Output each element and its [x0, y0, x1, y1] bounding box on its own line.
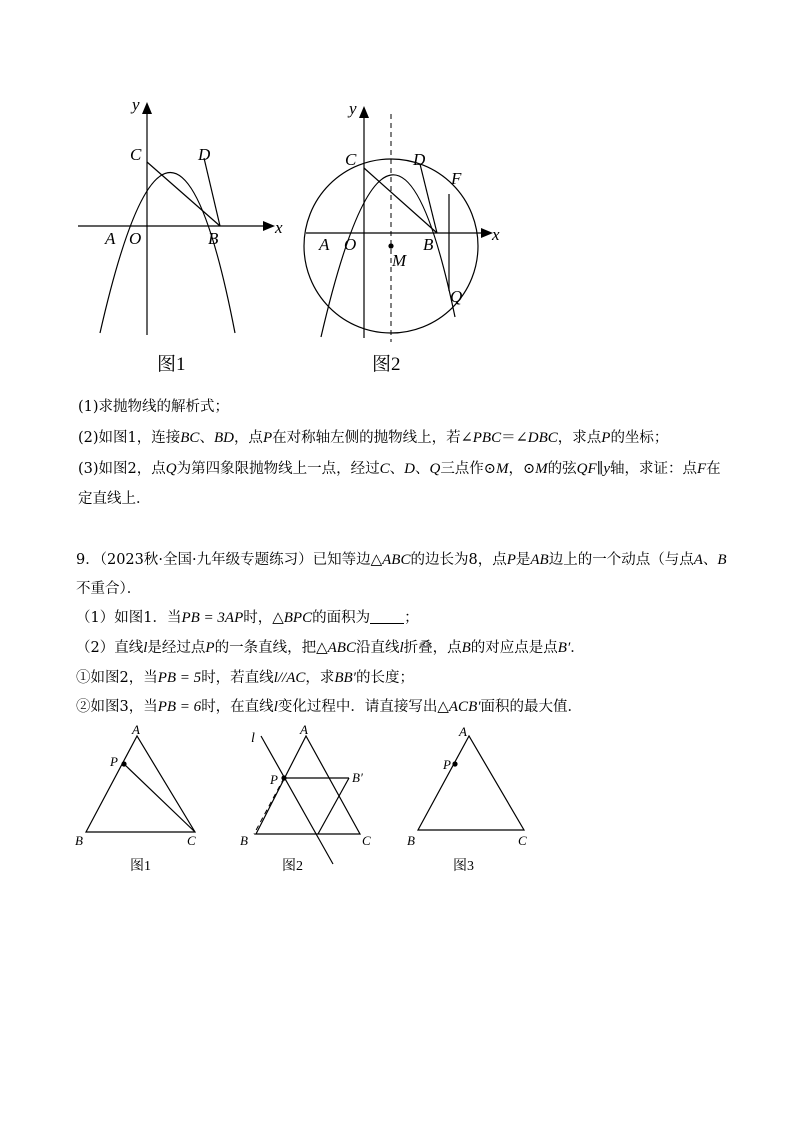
label-b: B	[407, 833, 415, 848]
label-d: D	[198, 145, 211, 164]
label-a: A	[300, 724, 308, 737]
figure-2-caption: 图2	[372, 354, 401, 375]
label-x: x	[492, 225, 500, 244]
q8-part-3-cont: 定直线上．	[78, 491, 151, 507]
q9-stem-cont: 不重合）．	[76, 581, 142, 597]
label-a: A	[132, 724, 140, 737]
label-p: P	[443, 757, 451, 772]
parabola	[321, 175, 455, 337]
bottom-figures	[70, 724, 540, 884]
label-p: P	[270, 772, 278, 787]
label-c: C	[130, 145, 142, 164]
triangle-figure-2	[240, 724, 371, 874]
segment-cb	[147, 162, 220, 226]
segment-db	[420, 164, 437, 233]
label-b-prime: B′	[352, 770, 363, 785]
label-b: B	[75, 833, 83, 848]
label-m: M	[392, 251, 407, 270]
x-axis-arrow-icon	[263, 221, 275, 231]
label-f: F	[451, 169, 462, 188]
y-axis-arrow-icon	[359, 106, 369, 118]
label-o: O	[129, 229, 142, 248]
point-p-dot	[281, 775, 286, 780]
figure-1-parabola	[78, 95, 283, 375]
segment-cb	[364, 168, 437, 233]
label-b: B	[208, 229, 219, 248]
q8-part-1: (1)求抛物线的解析式；	[78, 399, 230, 415]
label-b: B	[240, 833, 248, 848]
q9-part-2-2: ②如图3，当PB = 6时，在直线l变化过程中．请直接写出△ACB′面积的最大值．	[76, 699, 583, 715]
top-figures	[70, 90, 510, 380]
label-d: D	[413, 150, 426, 169]
label-a: A	[105, 229, 116, 248]
label-c: C	[362, 833, 371, 848]
center-m-dot	[388, 243, 393, 248]
q8-part-3: (3)如图2，点Q为第四象限抛物线上一点，经过C、D、Q三点作⊙M，⊙M的弦QF∥y轴，求证：点F在	[78, 461, 721, 477]
label-x: x	[275, 218, 283, 237]
label-y: y	[349, 99, 357, 118]
label-p: P	[110, 754, 118, 769]
label-q: Q	[450, 287, 463, 306]
q9-part-1: （1）如图1．当PB = 3AP时，△BPC的面积为 ；	[76, 610, 419, 626]
triangle-abc	[418, 736, 524, 830]
triangle-figure-3	[407, 724, 527, 874]
figure-3-caption: 图3	[453, 859, 474, 874]
figure-1-caption: 图1	[157, 354, 186, 375]
q9-stem: 9．（2023秋·全国·九年级专题练习）已知等边△ABC的边长为8，点P是AB边上的一个动点（与点A、B	[76, 552, 727, 568]
figure-1-caption: 图1	[130, 859, 151, 874]
label-y: y	[132, 95, 140, 114]
y-axis-arrow-icon	[142, 102, 152, 114]
label-a: A	[459, 724, 467, 739]
answer-blank	[370, 609, 404, 624]
label-l: l	[251, 731, 255, 746]
q9-part-2: （2）直线l是经过点P的一条直线，把△ABC沿直线l折叠，点B的对应点是点B′．	[76, 640, 585, 656]
segment-db	[204, 158, 220, 226]
point-p-dot	[452, 761, 457, 766]
label-a: A	[319, 235, 330, 254]
point-p-dot	[121, 761, 126, 766]
triangle-abc	[86, 736, 195, 832]
dashed-pb	[254, 778, 284, 834]
fold-line-l	[261, 736, 333, 864]
figure-2-caption: 图2	[282, 859, 303, 874]
parabola	[100, 173, 235, 334]
label-b: B	[423, 235, 434, 254]
triangle-figure-1	[75, 724, 196, 874]
q8-part-2: (2)如图1，连接BC、BD，点P在对称轴左侧的抛物线上，若∠PBC＝∠DBC，求点P的坐标；	[78, 430, 669, 446]
label-c: C	[187, 833, 196, 848]
label-c: C	[345, 150, 357, 169]
label-o: O	[344, 235, 357, 254]
q9-part-2-1: ①如图2，当PB = 5时，若直线l//AC，求BB′的长度；	[76, 670, 414, 686]
label-c: C	[518, 833, 527, 848]
figure-2-circle	[304, 99, 500, 375]
